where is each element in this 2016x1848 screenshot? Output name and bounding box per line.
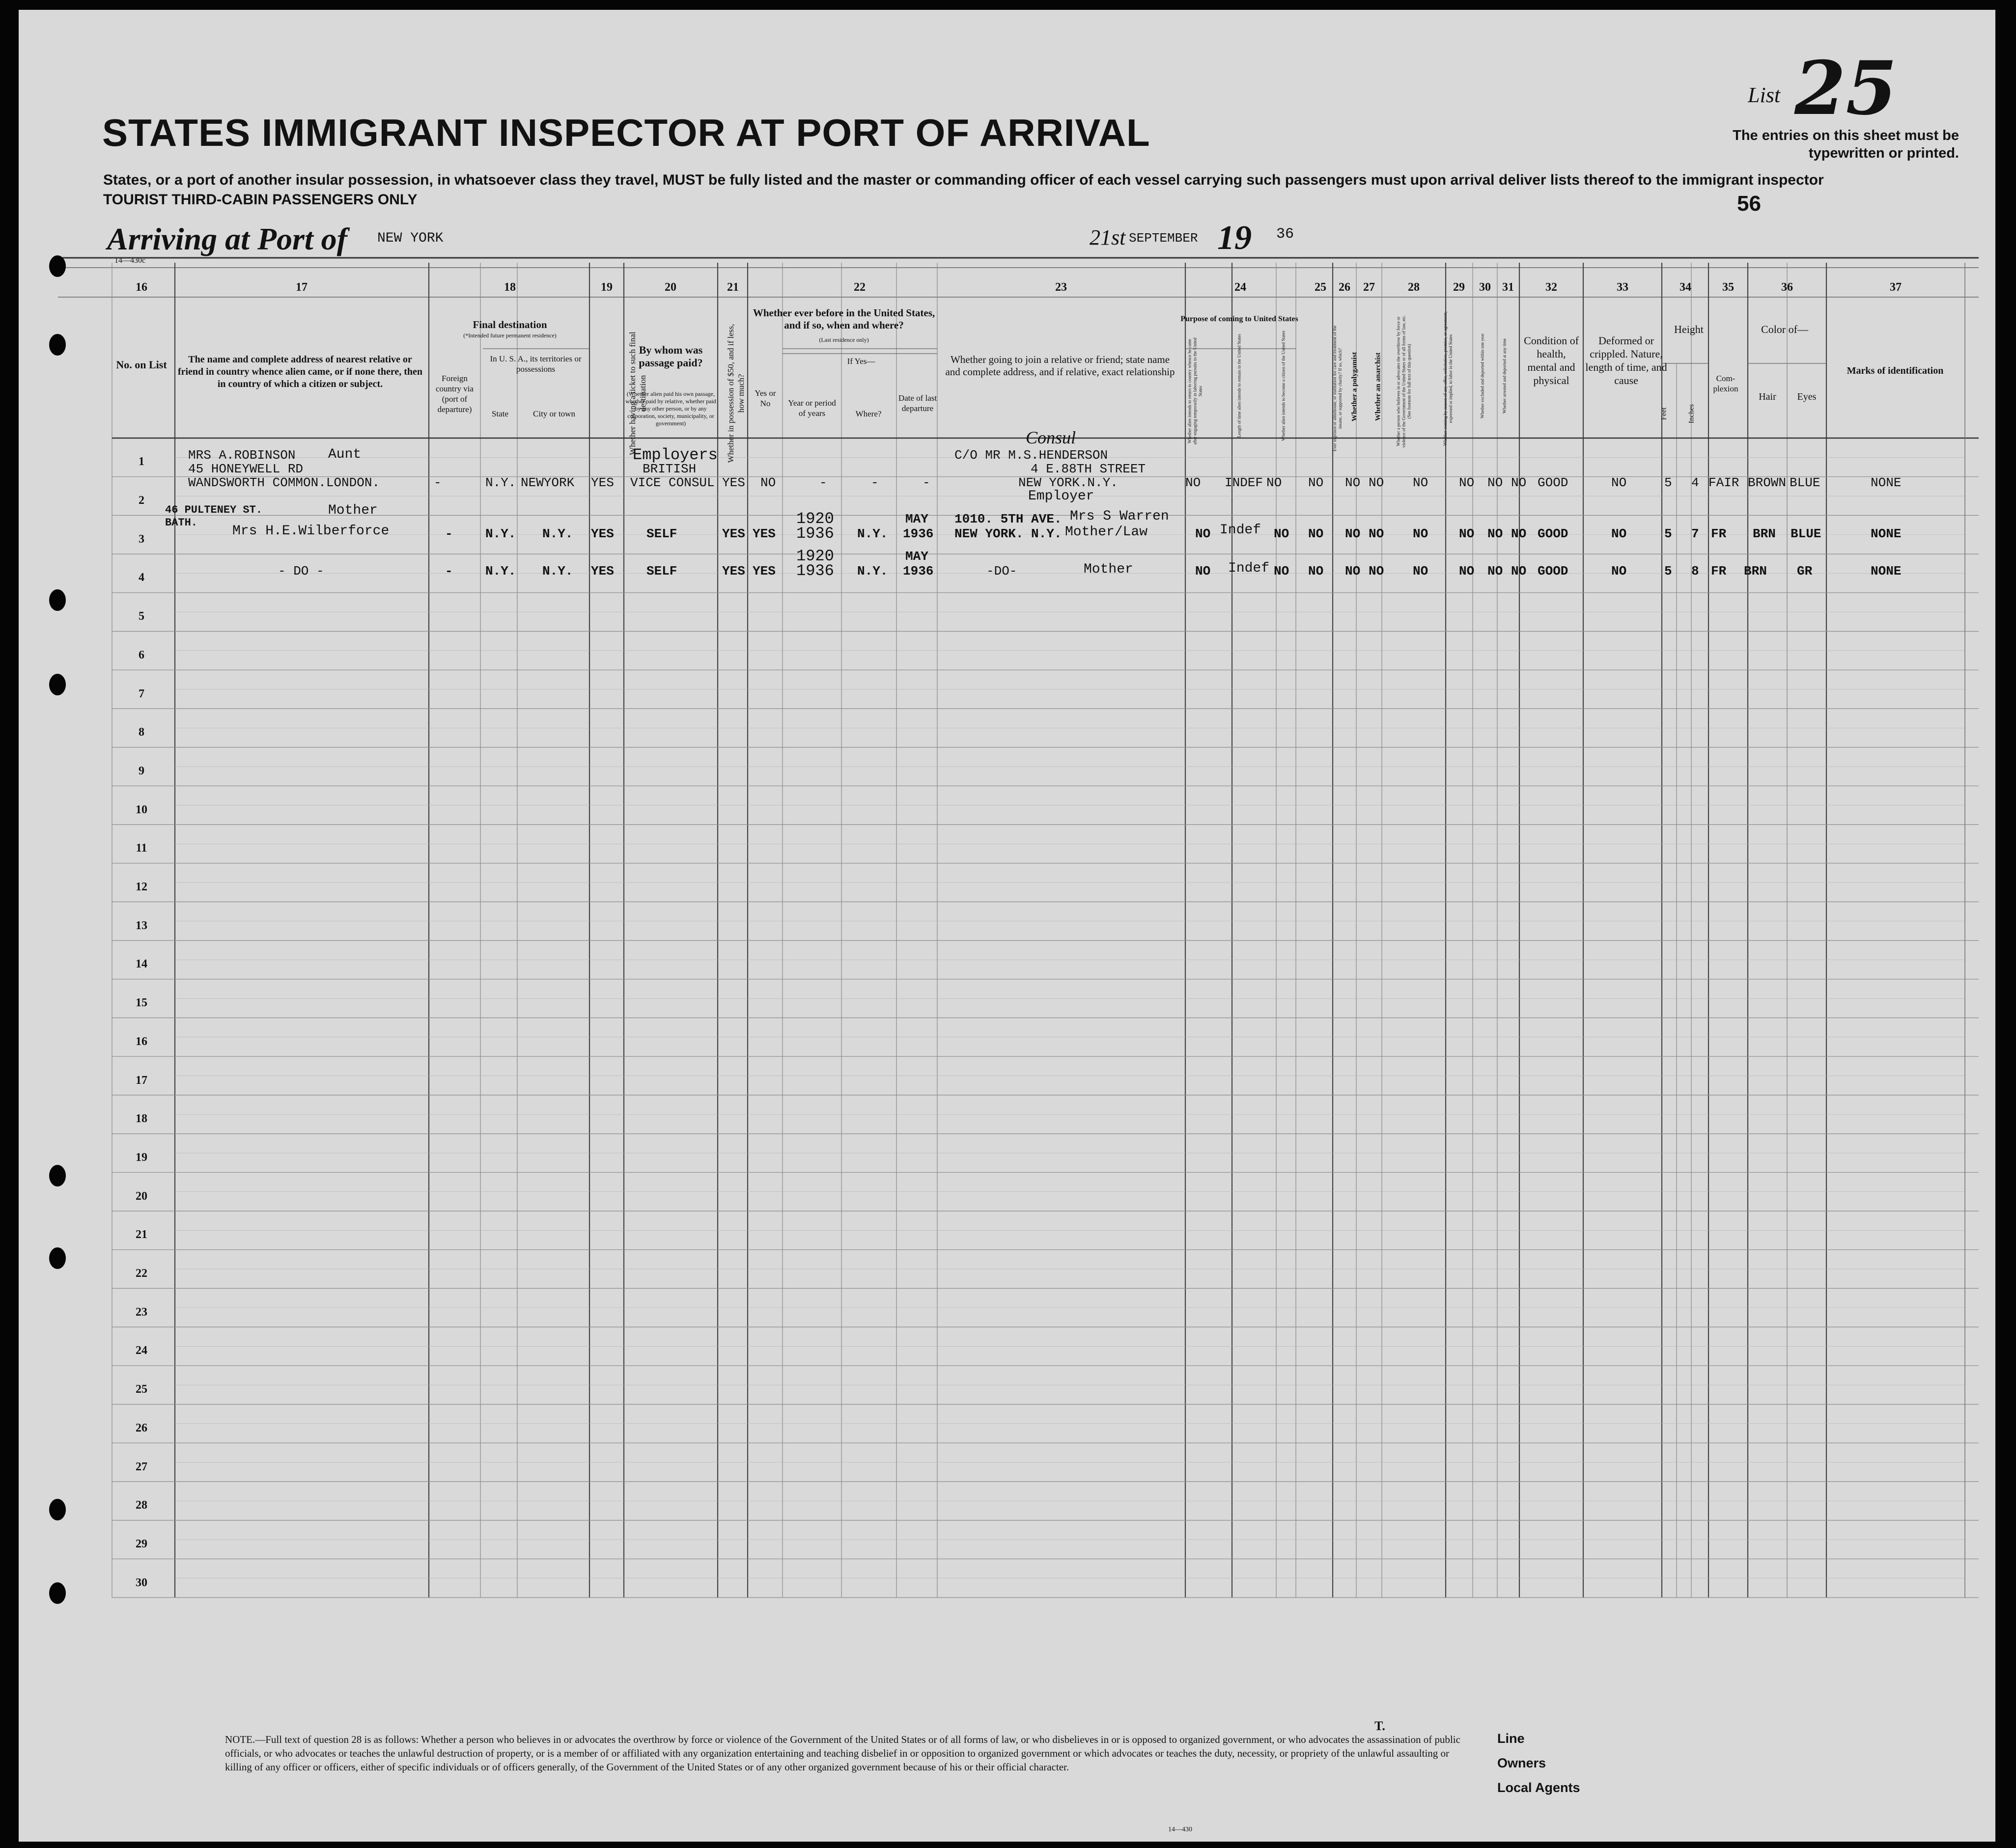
polygamist: NO	[1345, 526, 1361, 541]
polygamist: NO	[1345, 564, 1361, 579]
ever-before: YES	[753, 526, 776, 541]
via: -	[445, 526, 453, 541]
state: N.Y.	[485, 526, 516, 541]
relative-relation: Mother	[328, 503, 378, 518]
column-number: 22	[854, 281, 866, 294]
hair: BRN	[1744, 564, 1767, 579]
row-number: 27	[136, 1460, 147, 1473]
q30: NO	[1487, 475, 1503, 490]
header-final-destination: Final destination	[473, 319, 547, 331]
header-in-usa: In U. S. A., its territories or possessions	[490, 354, 582, 374]
row-number: 2	[139, 494, 144, 507]
q30: NO	[1487, 564, 1503, 579]
list-label: List	[1748, 83, 1781, 107]
punch-hole	[49, 674, 66, 695]
relative-line-3: WANDSWORTH COMMON.LONDON.	[188, 475, 380, 490]
join-line-3: NEW YORK.N.Y.	[1018, 475, 1118, 490]
relative-line-2: 45 HONEYWELL RD	[188, 462, 304, 476]
date-departure-1: MAY	[905, 549, 928, 564]
header-height: Height	[1674, 323, 1704, 335]
row-number: 21	[136, 1228, 147, 1241]
column-number: 17	[296, 281, 308, 294]
join-relationship: Mother	[1084, 562, 1133, 577]
owners-label: Owners	[1497, 1756, 1546, 1770]
period-2: 1936	[796, 562, 834, 580]
paid-by-3: VICE CONSUL	[630, 475, 715, 490]
anarchist: NO	[1369, 475, 1384, 490]
ticket: YES	[591, 564, 614, 579]
complexion: FAIR	[1708, 475, 1739, 490]
ever-before: NO	[760, 475, 776, 490]
row-number: 10	[136, 803, 147, 816]
header-period: Year or period of years	[788, 398, 836, 418]
row-number: 11	[136, 842, 147, 855]
header-q31: Whether arrested and deported at any time	[1502, 338, 1507, 414]
row-number: 12	[136, 881, 147, 894]
row-number: 13	[136, 919, 147, 932]
column-number: 35	[1722, 281, 1734, 294]
year-prefix: 19	[1217, 219, 1252, 257]
eyes: BLUE	[1790, 475, 1820, 490]
q31: NO	[1511, 526, 1527, 541]
where: -	[871, 475, 879, 490]
length-stay: Indef	[1220, 523, 1261, 538]
citizen-intent: NO	[1266, 475, 1282, 490]
paid-by-2: BRITISH	[643, 462, 697, 476]
state: N.Y.	[485, 564, 516, 579]
paid-by: SELF	[646, 564, 677, 579]
column-number: 37	[1890, 281, 1902, 294]
header-prison: Ever in prison or almshouse, or institution for care and treatment of the insane, or supported by charity? If so, which?	[1332, 325, 1343, 452]
polygamist: NO	[1345, 475, 1361, 490]
header-q28: Whether a person who believes in or advocates the overthrow by force or violence of the Government of the United States or of all forms of law, etc. (See footnote for full text of this question)	[1396, 315, 1412, 448]
date-departure-2: 1936	[903, 526, 934, 541]
local-agents-label: Local Agents	[1497, 1780, 1580, 1795]
period: -	[819, 475, 827, 490]
relative-line-1: - DO -	[278, 564, 324, 579]
deformed: NO	[1611, 564, 1627, 579]
header-hair: Hair	[1759, 391, 1776, 402]
deformed: NO	[1611, 475, 1627, 490]
row-number: 20	[136, 1189, 147, 1203]
row-number: 26	[136, 1421, 147, 1434]
height-feet: 5	[1664, 564, 1672, 579]
height-inches: 8	[1691, 564, 1699, 579]
row-number: 16	[136, 1035, 147, 1048]
column-number: 19	[601, 281, 613, 294]
footnote-q28: NOTE.—Full text of question 28 is as follows: Whether a person who believes in or advocates the overthrow by force or violence of the Government of the United States or of all forms of law, or who disbelieves in or is opposed to organized government, or who advocates the assassination of public officials, or who advocates or teaches the unlawful destruction of property, or is a member of or affiliated with any organization entertaining and teaching disbelief in or opposition to organized government or which advocates or teaches the duty, necessity, or propriety of the unlawful assaulting or killing of any officer or officers, either of specific individuals or of officers generally, of the Government of the United States or of any other organized government because of his or their official character.	[225, 1734, 1460, 1773]
health: GOOD	[1538, 526, 1568, 541]
q29: NO	[1459, 526, 1475, 541]
return-intent: NO	[1195, 564, 1211, 579]
marks: NONE	[1871, 475, 1902, 490]
punch-hole	[49, 1582, 66, 1604]
header-passage-note: (Whether alien paid his own passage, whether paid by relative, whether paid by any other person, or by any corporation, society, municipality, or government)	[625, 390, 716, 427]
manifest-sheet	[19, 10, 1995, 1842]
header-fifty-dollars: Whether in possession of $50, and if less, how much?	[726, 324, 746, 463]
row-number: 7	[139, 687, 144, 700]
complexion: FR	[1711, 526, 1727, 541]
header-state: State	[492, 409, 508, 418]
relative-line-1: 46 PULTENEY ST.	[165, 504, 263, 516]
period-1: 1920	[796, 510, 834, 528]
q28: NO	[1413, 564, 1428, 579]
column-number: 16	[136, 281, 147, 294]
header-health: Condition of health, mental and physical	[1524, 334, 1579, 386]
t-mark: T.	[1374, 1719, 1385, 1733]
relative-line-1: MRS A.ROBINSON	[188, 448, 296, 463]
paid-by-1: Employers	[633, 446, 718, 464]
row-number: 14	[136, 958, 147, 971]
header-complexion: Com-plexion	[1713, 374, 1738, 393]
header-polygamist: Whether a polygamist	[1350, 352, 1359, 422]
row-number: 8	[139, 726, 144, 739]
row-number: 23	[136, 1305, 147, 1319]
q31: NO	[1511, 475, 1527, 490]
period-2: 1936	[796, 524, 834, 543]
where: N.Y.	[857, 564, 888, 579]
row-number: 24	[136, 1344, 147, 1357]
header-purpose-a: Whether alien intends to return to country whence he came after engaging temporarily in laboring pursuits in the United States	[1187, 337, 1203, 445]
row-number: 25	[136, 1383, 147, 1396]
port-value: NEW YORK	[377, 231, 444, 246]
ever-before: YES	[753, 564, 776, 579]
header-if-yes: If Yes—	[847, 357, 875, 366]
row-number: 1	[139, 455, 144, 469]
column-number: 24	[1234, 281, 1246, 294]
join-handwritten: Consul	[1026, 428, 1076, 447]
header-where: Where?	[855, 409, 882, 418]
height-inches: 7	[1691, 526, 1699, 541]
column-number: 36	[1781, 281, 1793, 294]
where: N.Y.	[857, 526, 888, 541]
header-purpose-b: Length of time alien intends to remain in the United States	[1236, 334, 1242, 438]
city: NEWYORK	[521, 475, 575, 490]
column-number: 33	[1617, 281, 1628, 294]
has-fifty: YES	[722, 564, 745, 579]
prison: NO	[1308, 526, 1324, 541]
join-line-1: 1010. 5TH AVE.	[954, 512, 1062, 526]
date-departure-2: 1936	[903, 564, 934, 579]
row-number: 9	[139, 764, 144, 777]
citizen-intent: NO	[1274, 526, 1289, 541]
anarchist: NO	[1369, 564, 1384, 579]
row-number: 6	[139, 648, 144, 662]
relative-name: Mrs H.E.Wilberforce	[232, 524, 390, 539]
has-fifty: YES	[722, 526, 745, 541]
join-line-2: 4 E.88TH STREET	[1031, 462, 1146, 476]
row-number: 30	[136, 1576, 147, 1589]
row-number: 4	[139, 571, 144, 584]
punch-hole	[49, 589, 66, 611]
state: N.Y.	[485, 475, 516, 490]
header-final-destination-note: (*Intended future permanent residence)	[463, 332, 557, 339]
join-name: Mrs S Warren	[1070, 509, 1169, 524]
city: N.Y.	[542, 564, 573, 579]
header-foreign-country: Foreign country via (port of departure)	[436, 374, 474, 414]
row-number: 3	[139, 532, 144, 546]
eyes: GR	[1797, 564, 1813, 579]
ticket: YES	[591, 526, 614, 541]
punch-hole	[49, 1499, 66, 1520]
form-code: 14—430c	[114, 256, 146, 265]
q31: NO	[1511, 564, 1527, 579]
column-number: 32	[1545, 281, 1557, 294]
city: N.Y.	[542, 526, 573, 541]
header-purpose: Purpose of coming to United States	[1180, 315, 1298, 323]
header-passage-paid: By whom was passage paid?	[639, 344, 703, 369]
column-number: 18	[504, 281, 516, 294]
row-number: 28	[136, 1499, 147, 1512]
column-number: 31	[1502, 281, 1514, 294]
via: -	[445, 564, 453, 579]
q29: NO	[1459, 475, 1475, 490]
month-value: SEPTEMBER	[1129, 231, 1198, 246]
header-q29: Whether coming by reason of any offer, solicitation, promise, or agreement, expressed or implied, to labor in the United States	[1443, 311, 1453, 446]
class-line: TOURIST THIRD-CABIN PASSENGERS ONLY	[103, 192, 418, 208]
citizen-intent: NO	[1274, 564, 1289, 579]
header-relative: The name and complete address of nearest relative or friend in country whence alien came, or if none there, then in country of which a citizen or subject.	[177, 354, 423, 389]
header-anarchist: Whether an anarchist	[1374, 352, 1382, 421]
has-fifty: YES	[722, 475, 745, 490]
join-line-2: NEW YORK. N.Y.	[954, 526, 1062, 541]
hair: BROWN	[1748, 475, 1787, 490]
header-ever-before: Whether ever before in the United States, and if so, when and where?	[753, 307, 935, 331]
header-ticket: Whether having a ticket to such final destination	[628, 331, 647, 455]
deformed: NO	[1611, 526, 1627, 541]
row-number: 5	[139, 610, 144, 623]
period-1: 1920	[796, 547, 834, 565]
entries-note: The entries on this sheet must be typewritten or printed.	[1733, 128, 1959, 161]
length-stay: Indef	[1228, 561, 1270, 576]
row-number: 29	[136, 1537, 147, 1550]
join-line-1: C/O MR M.S.HENDERSON	[954, 448, 1108, 463]
column-number: 27	[1363, 281, 1375, 294]
column-number: 23	[1055, 281, 1067, 294]
row-number: 18	[136, 1112, 147, 1126]
sheet-number: 56	[1737, 192, 1761, 216]
header-deformed: Deformed or crippled. Nature, length of time, and cause	[1585, 334, 1667, 386]
column-number: 25	[1315, 281, 1326, 294]
day-value: 21st	[1090, 225, 1126, 249]
page-title: STATES IMMIGRANT INSPECTOR AT PORT OF ARRIVAL	[102, 111, 1150, 154]
hair: BRN	[1753, 526, 1776, 541]
row-number: 22	[136, 1267, 147, 1280]
prison: NO	[1308, 475, 1324, 490]
punch-hole	[49, 334, 66, 356]
length-stay: INDEF	[1225, 475, 1263, 490]
header-inches: Inches	[1687, 404, 1696, 424]
header-yes-no: Yes or No	[755, 388, 776, 408]
join-line-1: -DO-	[986, 564, 1017, 579]
line-label: Line	[1497, 1731, 1525, 1746]
header-no-on-list: No. on List	[116, 359, 167, 371]
footer-form-code: 14—430	[1168, 1826, 1192, 1833]
date-departure: -	[923, 475, 930, 490]
column-number: 30	[1479, 281, 1491, 294]
height-feet: 5	[1664, 475, 1672, 490]
relative-line-2: BATH.	[165, 517, 198, 529]
join-relationship: Mother/Law	[1065, 524, 1148, 540]
return-intent: NO	[1185, 475, 1201, 490]
header-purpose-c: Whether alien intends to become a citizen of the United States	[1281, 331, 1286, 441]
height-feet: 5	[1664, 526, 1672, 541]
q28: NO	[1413, 526, 1428, 541]
via: -	[434, 475, 442, 490]
date-departure-1: MAY	[905, 512, 928, 526]
column-number: 28	[1408, 281, 1420, 294]
q29: NO	[1459, 564, 1475, 579]
header-date-departure: Date of last departure	[898, 393, 937, 413]
row-number: 15	[136, 996, 147, 1010]
row-number: 17	[136, 1074, 147, 1087]
join-relationship: Employer	[1028, 489, 1094, 504]
return-intent: NO	[1195, 526, 1211, 541]
relative-relation: Aunt	[328, 447, 362, 462]
punch-hole	[49, 1165, 66, 1186]
header-feet: Feet	[1660, 407, 1668, 420]
header-ever-before-note: (Last residence only)	[819, 336, 869, 343]
eyes: BLUE	[1791, 526, 1821, 541]
marks: NONE	[1871, 526, 1902, 541]
q28: NO	[1413, 475, 1428, 490]
column-number: 34	[1680, 281, 1691, 294]
marks: NONE	[1871, 564, 1902, 579]
column-number: 26	[1339, 281, 1350, 294]
health: GOOD	[1538, 564, 1568, 579]
list-number: 25	[1794, 45, 1897, 132]
punch-hole	[49, 255, 66, 277]
subtitle: States, or a port of another insular possession, in whatsoever class they travel, MUST be fully listed and the master or commanding officer of each vessel carrying such passengers must upon arrival deliver lists thereof to the immigrant inspector	[103, 172, 1824, 188]
header-join-relative: Whether going to join a relative or friend; state name and complete address, and if relative, exact relationship	[945, 354, 1175, 378]
punch-hole	[49, 1247, 66, 1269]
header-eyes: Eyes	[1797, 391, 1817, 402]
paid-by: SELF	[646, 526, 677, 541]
header-q30: Whether excluded and deported within one year	[1480, 333, 1485, 418]
health: GOOD	[1538, 475, 1568, 490]
arriving-label: Arriving at Port of	[107, 221, 347, 256]
complexion: FR	[1711, 564, 1727, 579]
header-city: City or town	[533, 409, 575, 418]
row-number: 19	[136, 1151, 147, 1164]
header-marks: Marks of identification	[1847, 365, 1944, 376]
header-color-of: Color of—	[1761, 323, 1808, 335]
column-number: 20	[665, 281, 676, 294]
prison: NO	[1308, 564, 1324, 579]
q30: NO	[1487, 526, 1503, 541]
height-inches: 4	[1691, 475, 1699, 490]
column-number: 29	[1453, 281, 1465, 294]
ticket: YES	[591, 475, 614, 490]
year-suffix: 36	[1276, 226, 1294, 243]
column-number: 21	[727, 281, 739, 294]
anarchist: NO	[1369, 526, 1384, 541]
